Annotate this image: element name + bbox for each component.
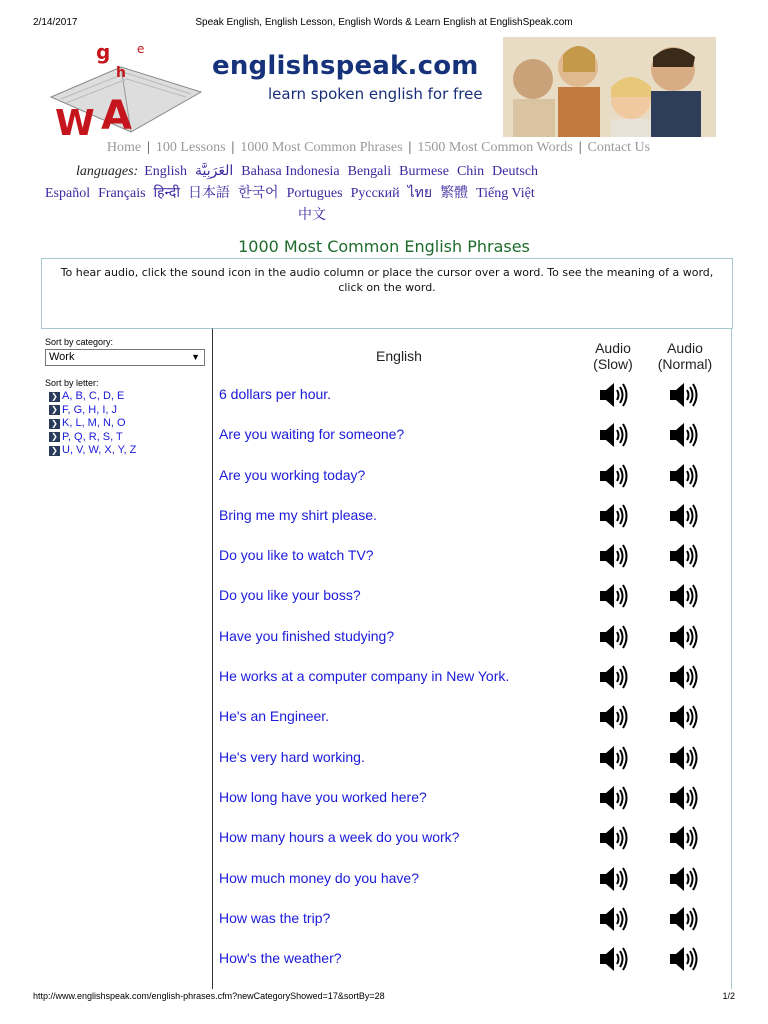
lang-thai[interactable]: ไทย [407, 186, 433, 201]
svg-text:e: e [137, 42, 145, 56]
lang-russian[interactable]: Русский [350, 186, 400, 201]
table-row [213, 695, 731, 735]
speaker-icon[interactable] [598, 379, 630, 411]
speaker-icon[interactable] [598, 540, 630, 572]
students-photo [503, 37, 716, 137]
nav-100-lessons[interactable]: 100 Lessons [155, 140, 226, 155]
phrase-link[interactable]: Do you like your boss? [219, 587, 361, 604]
table-row [213, 373, 731, 413]
speaker-icon[interactable] [668, 863, 700, 895]
letter-filter-label: F, G, H, I, J [62, 403, 118, 416]
table-row [213, 816, 731, 856]
letter-filter-label: P, Q, R, S, T [62, 430, 123, 443]
arrow-right-icon: ❯ [49, 432, 60, 442]
letter-filter-f-j[interactable] [49, 404, 212, 418]
table-row [213, 736, 731, 776]
speaker-icon[interactable] [598, 782, 630, 814]
phrase-link[interactable]: How was the trip? [219, 909, 331, 926]
speaker-icon[interactable] [598, 500, 630, 532]
speaker-icon[interactable] [598, 580, 630, 612]
speaker-icon[interactable] [668, 903, 700, 935]
category-select[interactable] [45, 349, 205, 366]
lang-vietnamese[interactable]: Tiếng Việt [476, 186, 535, 201]
lang-deutsch[interactable]: Deutsch [492, 164, 539, 179]
lang-chinese[interactable]: 中文 [298, 208, 326, 223]
nav-separator: | [231, 140, 235, 155]
print-title: Speak English, English Lesson, English Words & Learn English at EnglishSpeak.com [195, 17, 573, 28]
speaker-icon[interactable] [598, 742, 630, 774]
speaker-icon[interactable] [668, 500, 700, 532]
nav-contact-us[interactable]: Contact Us [587, 140, 651, 155]
lang-burmese[interactable]: Burmese [399, 164, 449, 179]
arrow-right-icon: ❯ [49, 419, 60, 429]
print-date: 2/14/2017 [33, 17, 78, 28]
speaker-icon[interactable] [598, 419, 630, 451]
svg-text:g: g [96, 40, 111, 64]
table-row [213, 494, 731, 534]
lang-espanol[interactable]: Español [45, 186, 91, 201]
speaker-icon[interactable] [668, 782, 700, 814]
phrase-link[interactable]: He's very hard working. [219, 748, 365, 765]
speaker-icon[interactable] [668, 621, 700, 653]
nav-home[interactable]: Home [106, 140, 142, 155]
lang-bengali[interactable]: Bengali [347, 164, 392, 179]
lang-english[interactable]: English [144, 164, 187, 179]
letter-filter-u-z[interactable] [49, 444, 212, 458]
lang-chin[interactable]: Chin [456, 164, 485, 179]
lang-traditional-chinese[interactable]: 繁體 [440, 186, 469, 201]
phrase-link[interactable]: 6 dollars per hour. [219, 386, 332, 402]
nav-separator: | [408, 140, 412, 155]
lang-francais[interactable]: Français [98, 186, 146, 201]
table-row [213, 413, 731, 453]
category-select-value: Work [49, 351, 75, 363]
column-header-audio-slow [585, 340, 641, 372]
phrase-link[interactable]: How many hours a week do you work? [219, 829, 460, 846]
nav-separator: | [578, 140, 582, 155]
letter-filter-a-e[interactable] [49, 390, 212, 404]
speaker-icon[interactable] [668, 540, 700, 572]
speaker-icon[interactable] [598, 621, 630, 653]
table-row [213, 615, 731, 655]
table-row [213, 534, 731, 574]
phrase-link[interactable]: He works at a computer company in New York. [219, 668, 510, 685]
nav-1000-phrases[interactable]: 1000 Most Common Phrases [240, 140, 403, 155]
speaker-icon[interactable] [598, 460, 630, 492]
page-number: 1/2 [722, 991, 735, 1001]
svg-text:h: h [116, 65, 126, 81]
letter-filter-p-t[interactable] [49, 431, 212, 445]
lang-japanese[interactable]: 日本語 [188, 186, 230, 201]
arrow-right-icon: ❯ [49, 405, 60, 415]
lang-hindi[interactable]: हिन्दी [153, 186, 180, 201]
speaker-icon[interactable] [668, 742, 700, 774]
phrase-link[interactable]: How much money do you have? [219, 869, 419, 886]
speaker-icon[interactable] [598, 903, 630, 935]
speaker-icon[interactable] [598, 863, 630, 895]
table-row [213, 776, 731, 816]
lang-bahasa-indonesia[interactable]: Bahasa Indonesia [241, 164, 340, 179]
phrase-link[interactable]: Are you working today? [219, 466, 366, 483]
lang-portugues[interactable]: Portugues [286, 186, 343, 201]
column-header-line: (Slow) [593, 356, 633, 372]
languages-label: languages: [76, 164, 139, 179]
table-row [213, 655, 731, 695]
arrow-right-icon: ❯ [49, 392, 60, 402]
speaker-icon[interactable] [598, 822, 630, 854]
speaker-icon[interactable] [668, 661, 700, 693]
letter-filter-label: A, B, C, D, E [62, 390, 125, 402]
table-row [213, 857, 731, 897]
column-header-english: English [376, 348, 422, 364]
svg-text:A: A [101, 93, 132, 137]
category-label: Sort by category: [45, 337, 114, 347]
site-banner[interactable] [41, 37, 716, 137]
print-url: http://www.englishspeak.com/english-phrases.cfm?newCategoryShowed=17&sortBy=28 [33, 991, 385, 1001]
speaker-icon[interactable] [598, 943, 630, 975]
phrase-link[interactable]: Are you waiting for someone? [219, 426, 405, 443]
speaker-icon[interactable] [668, 460, 700, 492]
speaker-icon[interactable] [668, 701, 700, 733]
table-row [213, 937, 731, 977]
speaker-icon[interactable] [598, 661, 630, 693]
phrase-rows [213, 373, 731, 977]
phrases-table [213, 328, 732, 989]
speaker-icon[interactable] [668, 943, 700, 975]
speaker-icon[interactable] [668, 822, 700, 854]
phrase-link[interactable]: How's the weather? [219, 950, 342, 967]
letter-filter-label: U, V, W, X, Y, Z [62, 444, 137, 456]
instructions-box [41, 258, 733, 329]
sidebar [41, 328, 213, 989]
phrase-link[interactable]: Do you like to watch TV? [219, 547, 374, 564]
phrase-link[interactable]: How long have you worked here? [219, 788, 427, 805]
instructions-text: To hear audio, click the sound icon in the audio column or place the cursor over a word. To see the meaning of a word, click on the word. [60, 266, 714, 294]
column-header-line: Audio [667, 340, 703, 356]
svg-text:W: W [55, 103, 95, 137]
nav-separator: | [147, 140, 150, 155]
speaker-icon[interactable] [668, 379, 700, 411]
letter-filter-k-o[interactable] [49, 417, 212, 431]
book-letters-logo [41, 37, 211, 137]
site-tagline: learn spoken english for free [268, 85, 483, 103]
arrow-right-icon: ❯ [49, 446, 60, 456]
phrase-link[interactable]: He's an Engineer. [219, 708, 330, 725]
table-row [213, 454, 731, 494]
table-row [213, 897, 731, 937]
main-nav [41, 140, 716, 156]
chevron-down-icon: ▼ [191, 352, 200, 362]
lang-arabic[interactable]: العَرَبِيَّة [195, 164, 234, 179]
lang-korean[interactable]: 한국어 [238, 186, 279, 201]
letter-label: Sort by letter: [45, 378, 99, 388]
phrase-link[interactable]: Have you finished studying? [219, 627, 395, 644]
nav-1500-words[interactable]: 1500 Most Common Words [417, 140, 573, 155]
page-title: 1000 Most Common English Phrases [238, 237, 530, 256]
column-header-line: Audio [595, 340, 631, 356]
speaker-icon[interactable] [668, 580, 700, 612]
language-selector [40, 161, 600, 227]
speaker-icon[interactable] [668, 419, 700, 451]
table-row [213, 574, 731, 614]
letter-filter-label: K, L, M, N, O [62, 417, 126, 429]
speaker-icon[interactable] [598, 701, 630, 733]
site-brand[interactable]: englishspeak.com [212, 51, 479, 81]
column-header-audio-normal [649, 340, 721, 372]
phrase-link[interactable]: Bring me my shirt please. [219, 506, 377, 523]
column-header-line: (Normal) [657, 356, 713, 372]
letter-list [49, 390, 212, 458]
